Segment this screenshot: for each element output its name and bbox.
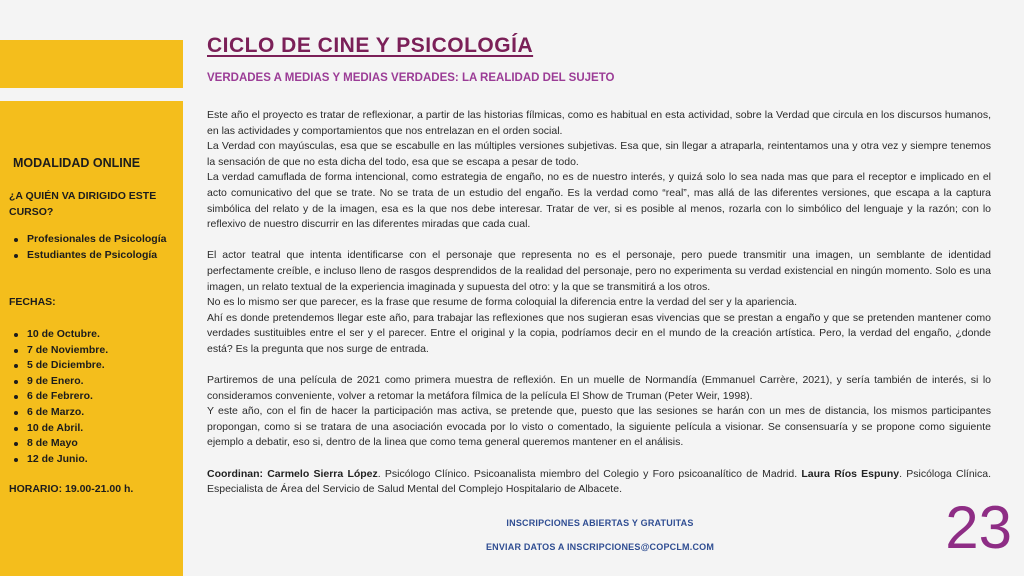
info-sidebar [0, 101, 183, 576]
page-title: CICLO DE CINE Y PSICOLOGÍA [207, 34, 534, 57]
paragraph: La Verdad con mayúsculas, esa que se escabulle en las múltiples versiones subjetivas. Esa que, sin llegar a atraparla, reintentamos una y otra vez y siempre tenemos la sensación de que no esta dicha del todo, esa que se escapa a pesar de todo. [207, 140, 991, 168]
page-subtitle: VERDADES A MEDIAS Y MEDIAS VERDADES: LA REALIDAD DEL SUJETO [207, 72, 615, 84]
paragraph: Y este año, con el fin de hacer la participación mas activa, se pretende que, puesto que las sesiones se harán con un mes de distancia, los mismos participantes propongan, como si se tratara de una asociación evocada por lo visto o comentado, la siguiente película a visionar. Se consensuaría y se propone como siguiente ejemplo a debatir, eso si, dentro de la linea que como tema general queremos mantener en el análisis. [207, 405, 991, 449]
schedule-label: HORARIO: 19.00-21.00 h. [9, 483, 134, 495]
dates-list [9, 327, 108, 467]
page-number: 23 [945, 494, 1012, 561]
paragraph: La verdad camuflada de forma intencional, como estrategia de engaño, no es de nuestro interés, y quizá solo lo sea nada mas que para el receptor e implicado en el acto comunicativo del que se trate. No se trata de un estudio del engaño. Es la verdad como “real”, mas allá de las diferentes versiones, que escapa a la captura simbólica del relato y de la imagen, esa es la que nos debe interesar. Tratar de ver, si es posible al menos, rozarla con lo simbólico del lenguaje y la razón; con lo reflexivo de nuestro discurrir en las diferentes miradas que cada cual. [207, 171, 991, 231]
date-item: 8 de Mayo [9, 436, 108, 452]
paragraph: No es lo mismo ser que parecer, es la frase que resume de forma coloquial la diferencia entre la verdad del ser y la apariencia. [207, 296, 798, 309]
audience-item: Profesionales de Psicología [9, 232, 166, 248]
paragraph: Partiremos de una película de 2021 como primera muestra de reflexión. En un muelle de Normandía (Emmanuel Carrère, 2021), y sería también de interés, si lo consideramos conveniente, volver a retomar la metáfora fílmica de la película El Show de Truman (Peter Weir, 1998). [207, 374, 991, 402]
dates-label: FECHAS: [9, 296, 56, 308]
header-accent-band [0, 40, 183, 88]
date-item: 10 de Abril. [9, 421, 108, 437]
audience-item: Estudiantes de Psicología [9, 248, 166, 264]
date-item: 9 de Enero. [9, 374, 108, 390]
date-item: 10 de Octubre. [9, 327, 108, 343]
modality-label: MODALIDAD ONLINE [13, 156, 141, 170]
coordinator-bio: . Psicóloga Clínica. Especialista de Área del Servicio de Salud Mental del Complejo Hospitalario de Albacete. [207, 467, 991, 496]
paragraph: El actor teatral que intenta identificarse con el personaje que representa no es el personaje, pero puede transmitir una imagen, un semblante de identidad perfectamente creíble, e incluso lleno de rasgos desprendidos de la realidad del personaje, pero no experimenta su verdad existencial en ningún momento. Solo es una imagen, un relato textual de la experiencia imaginada y supuesta del otro: y la que se transmitirá a los otros. [207, 249, 991, 293]
audience-question: ¿A QUIÉN VA DIRIGIDO ESTE CURSO? [9, 190, 157, 218]
coordinator-bio: . Psicólogo Clínico. Psicoanalista miembro del Colegio y Foro psicoanalítico de Madrid. [377, 467, 802, 480]
coordinator-name: Coordinan: Carmelo Sierra López [207, 467, 378, 480]
registration-email[interactable]: ENVIAR DATOS A INSCRIPCIONES@COPCLM.COM [485, 542, 715, 552]
audience-list [9, 232, 166, 263]
registration-notice: INSCRIPCIONES ABIERTAS Y GRATUITAS [506, 518, 694, 528]
paragraph: Ahí es donde pretendemos llegar este año, para trabajar las reflexiones que nos sugieran esas vivencias que se prestan a engaño y que se pretenden mantener como verdades sustituibles entre el ser y el parecer. Entre el original y la copia, podríamos decir en el mundo de la creación artística. Pero, la verdad del engaño, ¿donde está? Es la pregunta que nos surge de entrada. [207, 311, 991, 355]
date-item: 7 de Noviembre. [9, 343, 108, 359]
date-item: 6 de Marzo. [9, 405, 108, 421]
date-item: 6 de Febrero. [9, 389, 108, 405]
coordinators-paragraph [207, 467, 991, 498]
body-text [207, 108, 991, 498]
date-item: 12 de Junio. [9, 452, 108, 468]
paragraph: Este año el proyecto es tratar de reflexionar, a partir de las historias fílmicas, como es habitual en esta actividad, sobre la Verdad que circula en los discursos humanos, en las actividades y comportamientos que nos entrelazan en el orden social. [207, 109, 991, 137]
coordinator-name: Laura Ríos Espuny [801, 467, 900, 480]
date-item: 5 de Diciembre. [9, 358, 108, 374]
